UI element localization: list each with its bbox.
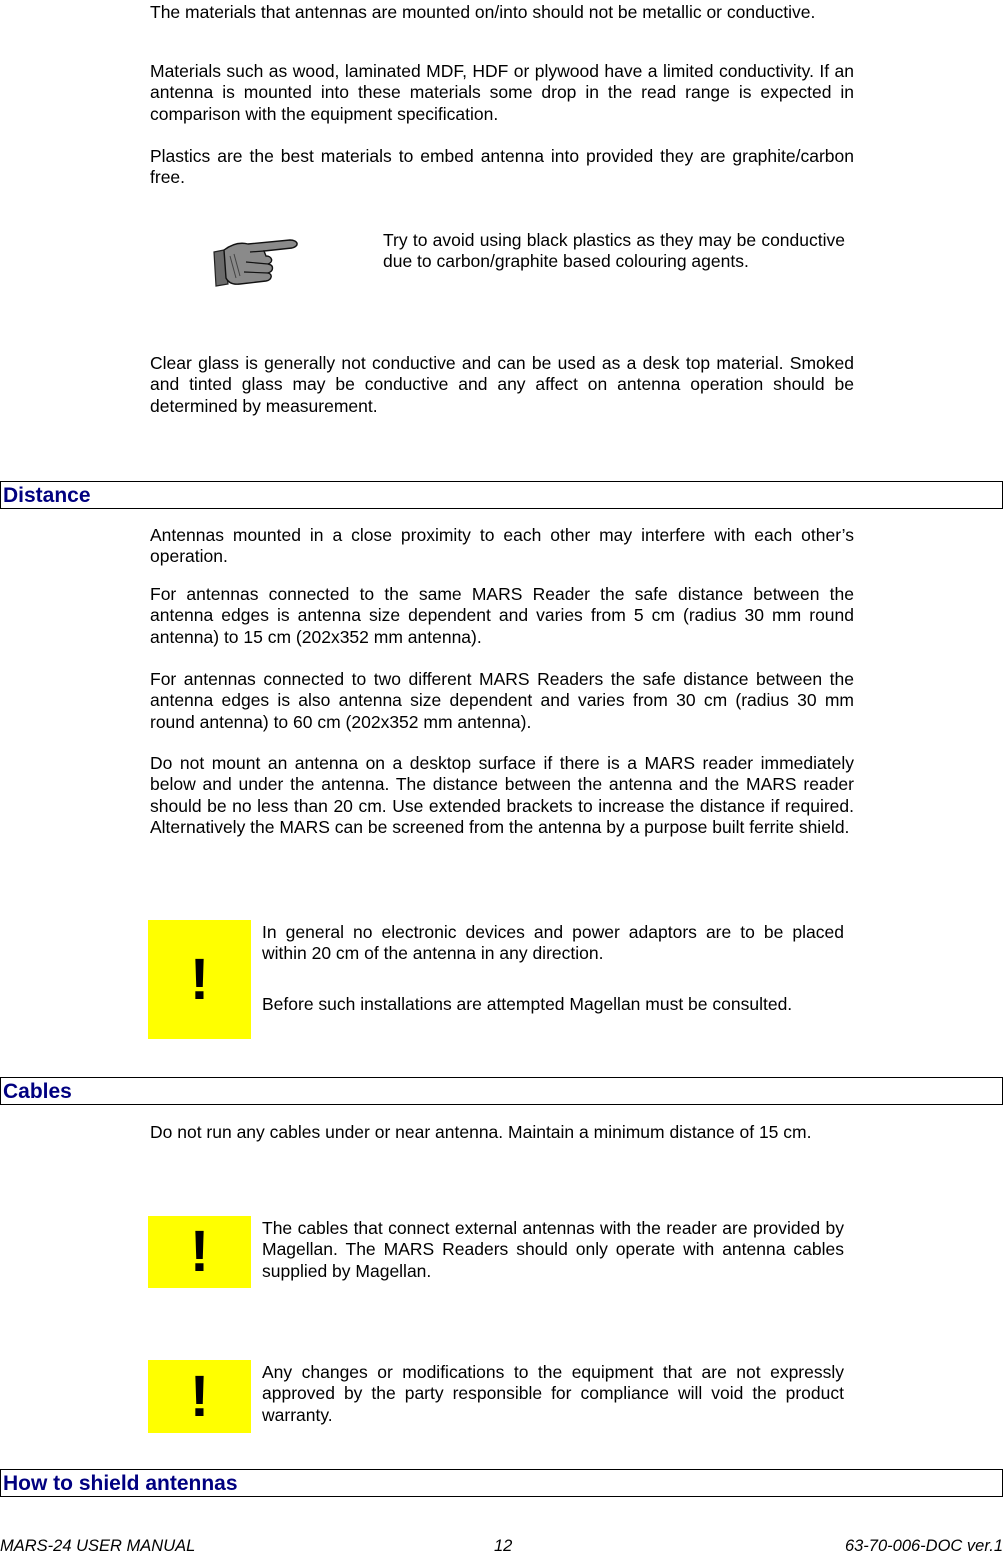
warning-text: Before such installations are attempted Magellan must be consulted. [262,994,793,1014]
section-heading-distance [0,481,1003,509]
section-title: Distance [3,484,91,507]
paragraph-glass: Clear glass is generally not conductive and can be used as a desk top material. Smoked and tinted glass may be conductive and any affect on antenna operation should be determined by measurement. [150,353,854,416]
paragraph-same-reader: For antennas connected to the same MARS Reader the safe distance between the antenna edges is antenna size dependent and varies from 5 cm (radius 30 mm round antenna) to 15 cm (202x352 mm antenna). [150,584,854,647]
document-id: 63-70-006-DOC ver.1 [844,1537,1003,1555]
pointing-hand-icon [210,232,310,288]
tip-text: Try to avoid using black plastics as they may be conductive due to carbon/graphite based colouring agents. [383,230,845,272]
warning-icon: ! [148,1216,251,1288]
paragraph-different-readers: For antennas connected to two different MARS Readers the safe distance between the antenna edges is also antenna size dependent and varies from 30 cm (radius 30 mm round antenna) to 60 cm (202x352 mm antenna). [150,669,854,732]
section-heading-shield [0,1469,1003,1497]
footer-title: MARS-24 USER MANUAL [0,1537,196,1555]
paragraph-cables: Do not run any cables under or near antenna. Maintain a minimum distance of 15 cm. [150,1122,812,1142]
paragraph-desktop: Do not mount an antenna on a desktop surface if there is a MARS reader immediately below and under the antenna. The distance between the antenna and the MARS reader should be no less than 20 cm. Use extended brackets to increase the distance if required. Alternatively the MARS can be screened from the antenna by a purpose built ferrite shield. [150,753,854,837]
paragraph-wood: Materials such as wood, laminated MDF, HDF or plywood have a limited conductivity. If an antenna is mounted into these materials some drop in the read range is expected in comparison with the equipment specification. [150,61,854,124]
warning-text: Any changes or modifications to the equipment that are not expressly approved by the party responsible for compliance will void the product warranty. [262,1362,844,1425]
warning-icon: ! [148,1360,251,1433]
paragraph-metallic: The materials that antennas are mounted on/into should not be metallic or conductive. [150,2,816,22]
section-title: How to shield antennas [3,1472,238,1495]
section-title: Cables [3,1080,72,1103]
page-number: 12 [494,1537,513,1555]
paragraph-plastics: Plastics are the best materials to embed antenna into provided they are graphite/carbon free. [150,146,854,188]
warning-text: In general no electronic devices and power adaptors are to be placed within 20 cm of the antenna in any direction. [262,922,844,964]
paragraph-proximity: Antennas mounted in a close proximity to each other may interfere with each other’s operation. [150,525,854,567]
warning-text: The cables that connect external antennas with the reader are provided by Magellan. The MARS Readers should only operate with antenna cables supplied by Magellan. [262,1218,844,1281]
section-heading-cables [0,1077,1003,1105]
warning-icon: ! [148,920,251,1039]
